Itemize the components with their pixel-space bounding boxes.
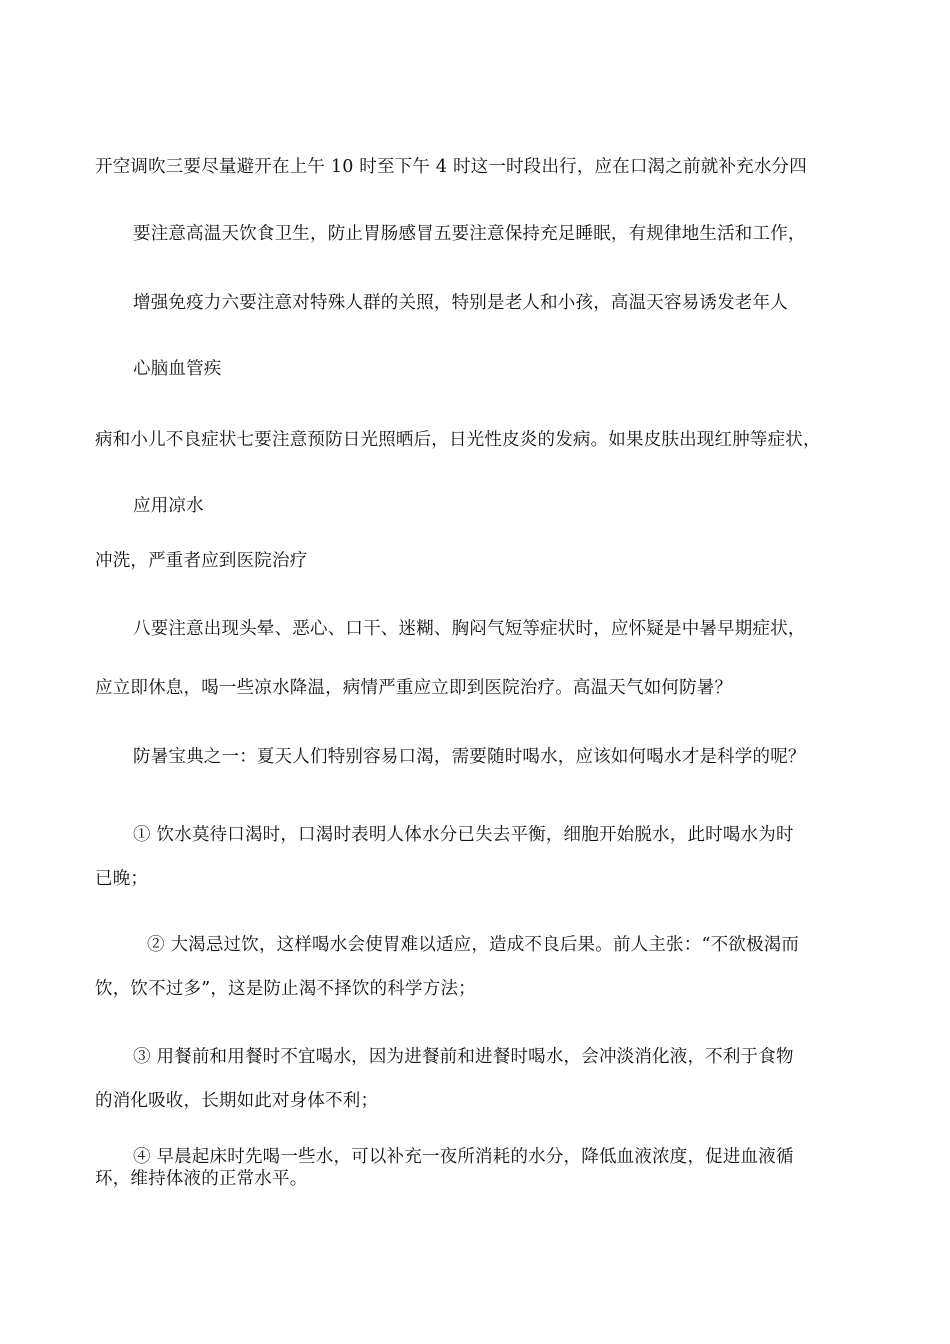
text-line: 冲洗，严重者应到医院治疗 xyxy=(95,551,308,571)
text-line: 增强免疫力六要注意对特殊人群的关照，特别是老人和小孩，高温天容易诱发老年人 xyxy=(133,293,788,313)
text-line: 已晚； xyxy=(95,869,149,889)
text-line: 防暑宝典之一：夏天人们特别容易口渴，需要随时喝水，应该如何喝水才是科学的呢？ xyxy=(133,747,806,767)
list-item: ③ 用餐前和用餐时不宜喝水，因为进餐前和进餐时喝水，会冲淡消化液，不利于食物 xyxy=(133,1047,794,1067)
list-item: ① 饮水莫待口渴时，口渴时表明人体水分已失去平衡，细胞开始脱水，此时喝水为时 xyxy=(133,825,794,845)
text-line: 开空调吹三要尽量避开在上午 10 时至下午 4 时这一时段出行，应在口渴之前就补充水分四 xyxy=(95,157,807,177)
text-line: 要注意高温天饮食卫生，防止胃肠感冒五要注意保持充足睡眠，有规律地生活和工作， xyxy=(133,224,806,244)
text-line: 环，维持体液的正常水平。 xyxy=(95,1169,308,1189)
text-line: 应立即休息，喝一些凉水降温，病情严重应立即到医院治疗。高温天气如何防暑？ xyxy=(95,678,733,698)
text-line: 心脑血管疾 xyxy=(133,359,222,379)
text-line: 饮，饮不过多”，这是防止渴不择饮的科学方法； xyxy=(95,979,476,999)
text-line: 应用凉水 xyxy=(133,496,204,516)
text-line: 病和小儿不良症状七要注意预防日光照晒后，日光性皮炎的发病。如果皮肤出现红肿等症状， xyxy=(95,430,821,450)
list-item: ② 大渴忌过饮，这样喝水会使胃难以适应，造成不良后果。前人主张：“不欲极渴而 xyxy=(147,935,800,955)
text-line: 的消化吸收，长期如此对身体不利； xyxy=(95,1091,379,1111)
text-line: 八要注意出现头晕、恶心、口干、迷糊、胸闷气短等症状时，应怀疑是中暑早期症状， xyxy=(133,619,806,639)
list-item: ④ 早晨起床时先喝一些水，可以补充一夜所消耗的水分，降低血液浓度，促进血液循 xyxy=(133,1147,794,1167)
